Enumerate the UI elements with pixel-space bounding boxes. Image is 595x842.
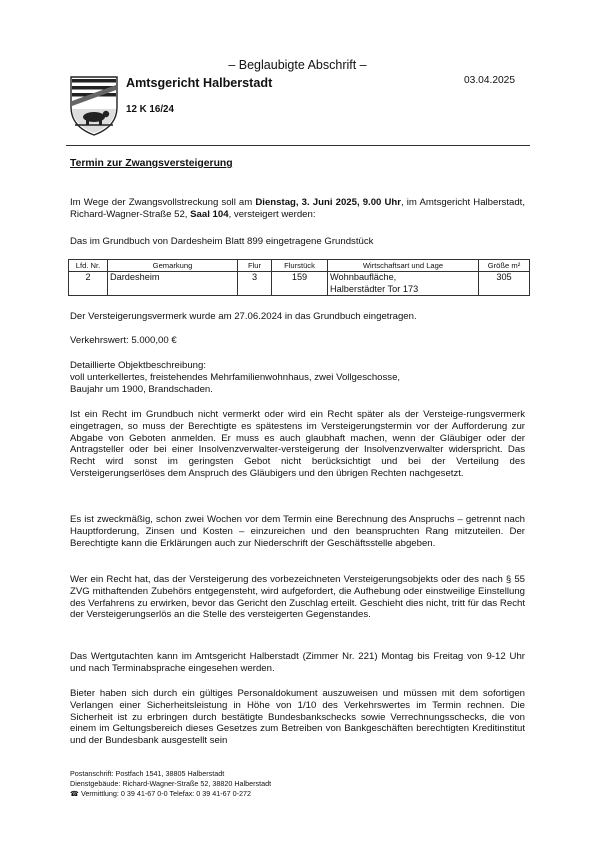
auction-date: Dienstag, 3. Juni 2025, 9.00 Uhr	[255, 197, 402, 208]
document-date: 03.04.2025	[464, 75, 515, 86]
rights-paragraph: Ist ein Recht im Grundbuch nicht vermerkt oder wird ein Recht später als der Versteige-rungsvermerk eingetragen, so muss der Berechtigte es spätestens im Versteigerungstermin vor der Aufforderung zur Abgabe von Geboten anmelden. Er muss es auch glaubhaft machen, wenn der Gläubiger oder der Antragsteller oder bei einer Insolvenzverwalter-versteigerung der Insolvenzverwalter widerspricht. Das Recht wird sonst im geringsten Gebot nicht berücksichtigt und bei der Verteilung des Versteigerungserlöses dem Anspruch des Gläubigers und den übrigen Rechten nachgesetzt.	[70, 409, 525, 479]
col-gemarkung: Gemarkung	[108, 260, 238, 272]
phone-info: ☎ Vermittlung: 0 39 41-67 0-0 Telefax: 0 39 41-67 0-272	[70, 789, 252, 798]
table-row	[69, 272, 530, 296]
cell-groesse: 305	[479, 272, 530, 296]
intro-text-1: Im Wege der Zwangsvollstreckung soll am	[70, 197, 256, 208]
auction-intro-paragraph	[70, 197, 525, 221]
court-name: Amtsgericht Halberstadt	[126, 76, 273, 90]
intro-text-2: , im Amtsgericht Halberstadt, Richard-Wagner-Straße 52,	[70, 197, 525, 220]
header-divider	[66, 145, 530, 146]
objection-paragraph: Wer ein Recht hat, das der Versteigerung des vorbezeichneten Versteigerungsobjekts oder des nach § 55 ZVG mithaftenden Zubehörs entgegensteht, wird aufgefordert, die Aufhebung oder einstweilige Einstellung des Verfahrens zu erwirken, bevor das Gericht den Zuschlag erteilt. Geschieht dies nicht, tritt für das Recht der Versteigerungserlös an die Stelle des versteigerten Gegenstandes.	[70, 574, 525, 621]
office-address: Dienstgebäude: Richard-Wagner-Straße 52, 38820 Halberstadt	[70, 779, 272, 788]
cell-flur: 3	[238, 272, 272, 296]
appraisal-paragraph: Das Wertgutachten kann im Amtsgericht Halberstadt (Zimmer Nr. 221) Montag bis Freitag von 9-12 Uhr und nach Terminabsprache eingesehen werden.	[70, 651, 525, 674]
col-flurstueck: Flurstück	[272, 260, 328, 272]
market-value: Verkehrswert: 5.000,00 €	[70, 335, 177, 346]
property-intro: Das im Grundbuch von Dardesheim Blatt 899 eingetragene Grundstück	[70, 236, 374, 247]
claim-paragraph: Es ist zweckmäßig, schon zwei Wochen vor dem Termin eine Berechnung des Anspruchs – getrennt nach Hauptforderung, Zinsen und Kosten – einzureichen und den beanspruchten Rang mitzuteilen. Der Berechtigte kann die Erklärungen auch zur Niederschrift der Geschäftsstelle abgeben.	[70, 514, 525, 549]
col-wirtschaftsart: Wirtschaftsart und Lage	[328, 260, 479, 272]
auction-room: Saal 104	[190, 208, 229, 220]
cell-lfd-nr: 2	[69, 272, 108, 296]
footer-contact	[70, 769, 271, 799]
object-description	[70, 360, 525, 395]
object-description-line: Baujahr um 1900, Brandschaden.	[70, 383, 213, 395]
property-table	[68, 259, 530, 296]
intro-text-3: , versteigert werden:	[228, 208, 316, 220]
document-copy-label: – Beglaubigte Abschrift –	[228, 58, 367, 72]
col-groesse: Größe m²	[479, 260, 530, 272]
object-description-label: Detaillierte Objektbeschreibung:	[70, 360, 206, 371]
case-number: 12 K 16/24	[126, 104, 174, 115]
cell-gemarkung: Dardesheim	[108, 272, 238, 296]
object-description-line: voll unterkellertes, freistehendes Mehrfamilienwohnhaus, zwei Vollgeschosse,	[70, 371, 401, 383]
postal-address: Postanschrift: Postfach 1541, 38805 Halberstadt	[70, 769, 225, 778]
col-flur: Flur	[238, 260, 272, 272]
cell-flurstueck: 159	[272, 272, 328, 296]
saxony-anhalt-coat-of-arms-icon	[67, 73, 121, 137]
col-lfd-nr: Lfd. Nr.	[69, 260, 108, 272]
cell-wirtschaftsart-line1: Wohnbaufläche,	[330, 272, 397, 282]
cell-wirtschaftsart-line2: Halberstädter Tor 173	[330, 283, 419, 294]
vermerk-paragraph: Der Versteigerungsvermerk wurde am 27.06.2024 in das Grundbuch eingetragen.	[70, 311, 417, 322]
page-title: Termin zur Zwangsversteigerung	[70, 158, 233, 169]
cell-wirtschaftsart	[328, 272, 479, 296]
bidder-paragraph: Bieter haben sich durch ein gültiges Personaldokument auszuweisen und müssen mit dem sofortigen Verlangen einer Sicherheitsleistung in Höhe von 1/10 des Verkehrswertes im Termin rechnen. Die Sicherheit ist zu erbringen durch bestätigte Bundesbankschecks sowie Verrechnungsschecks, die von einem im Geltungsbereich dieses Gesetzes zum Betreiben von Bankgeschäften berechtigten Kreditinstitut und der Bundesbank ausgestellt sein	[70, 688, 525, 747]
table-header-row	[69, 260, 530, 272]
